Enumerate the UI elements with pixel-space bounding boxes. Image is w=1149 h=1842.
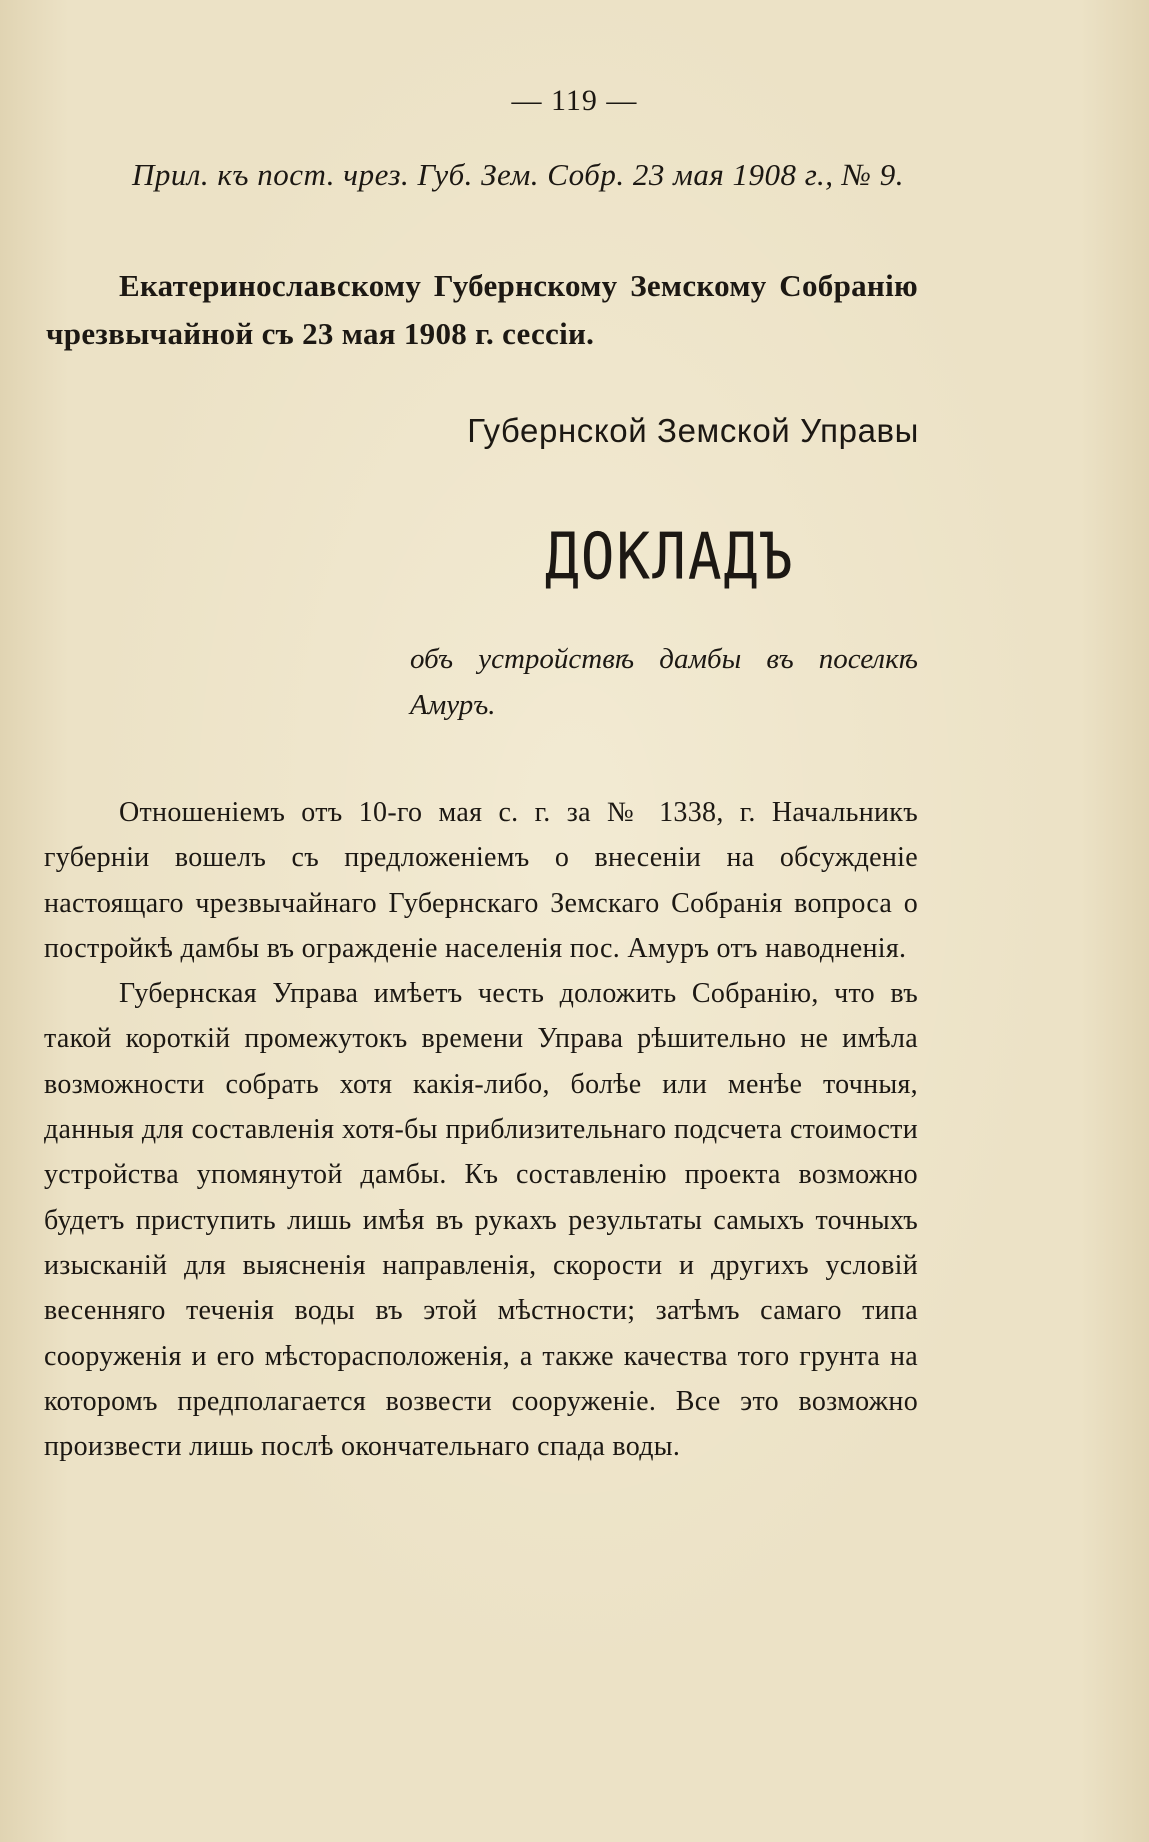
authority-heading: Губернской Земской Управы bbox=[467, 412, 919, 449]
page-number: — 119 — bbox=[511, 84, 638, 117]
document-title: ДОКЛАДЪ bbox=[545, 520, 796, 595]
address-heading: Екатеринославскому Губернскому Земскому Собранію чрезвычайной съ 23 мая 1908 г. сессіи. bbox=[46, 268, 918, 351]
appendix-note: Прил. къ пост. чрез. Губ. Зем. Собр. 23 мая 1908 г., № 9. bbox=[132, 157, 904, 192]
paragraph: Отношеніемъ отъ 10-го мая с. г. за № 1338, г. Начальникъ губерніи вошелъ съ предложеніемъ о внесеніи на обсужденіе настоящаго чрезвычайнаго Губернскаго Земскаго Собранія вопроса о постройкѣ дамбы въ огражденіе населенія пос. Амуръ отъ наводненія. bbox=[44, 797, 918, 964]
report-subject: объ устройствѣ дамбы въ поселкѣ Амуръ. bbox=[410, 643, 918, 721]
report-body bbox=[44, 790, 918, 1469]
paragraph: Губернская Управа имѣетъ честь доложить Собранію, что въ такой короткій промежутокъ времени Управа рѣшительно не имѣла возможности собрать хотя какія-либо, болѣе или менѣе точныя, данныя для составленія хотя-бы приблизительнаго подсчета стоимости устройства упомянутой дамбы. Къ составленію проекта возможно будетъ приступить лишь имѣя въ рукахъ результаты самыхъ точныхъ изысканій для выясненія направленія, скорости и другихъ условій весенняго теченія воды въ этой мѣстности; затѣмъ самаго типа сооруженія и его мѣсторасположенія, а также качества того грунта на которомъ предполагается возвести сооруженіе. Все это возможно произвести лишь послѣ окончательнаго спада воды. bbox=[44, 978, 918, 1463]
